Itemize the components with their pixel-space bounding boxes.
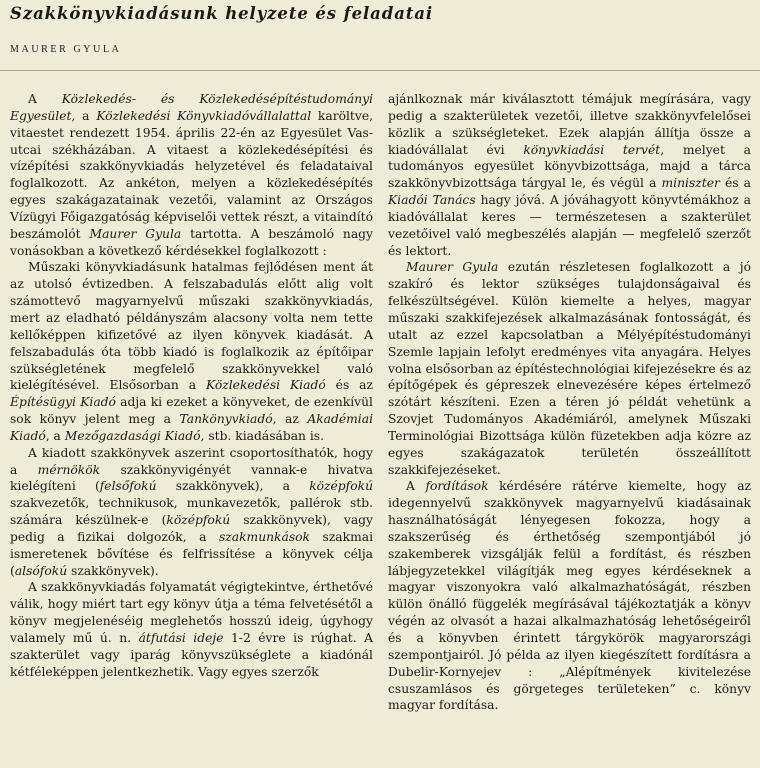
article-author: MAURER GYULA <box>10 44 122 55</box>
paragraph: Műszaki könyvkiadásunk hatalmas fejlődésen ment át az utolsó évtizedben. A felszabadulás előtt alig volt számottevő magyarnyelvű műszaki szakkönyvkiadás, mert az eladható példányszám alacsony volta nem tette kellőképpen kifizetővé az ilyen könyvek kiadását. A felszabadulás óta több kiadó is foglalkozik az építőipar szükségletének megfelelő szakkönyvekkel való kielégítésével. Elsősorban a Közlekedési Kiadó és az Építésügyi Kiadó adja ki ezeket a könyveket, de ezenkívül sok könyv jelent meg a Tankönyvkiadó, az Akadémiai Kiadó, a Mezőgazdasági Kiadó, stb. kiadásában is. <box>10 260 373 443</box>
paragraph: A Közlekedés- és Közlekedésépítéstudományi Egyesület, a Közlekedési Könyvkiadóvállalattal karöltve, vitaestet rendezett 1954. április 22-én az Egyesület Vas-utcai székházában. A vitaest a közlekedésépítési és vízépítési szakkönyvkiadás helyzetével és feladataival foglalkozott. Az ankéton, melyen a közlekedésépítés egyes szakágazatainak vezetői, valamint az Országos Vízügyi Főigazgatóság képviselői vettek részt, a vitaindító beszámolót Maurer Gyula tartotta. A beszámoló nagy vonásokban a következő kérdésekkel foglalkozott : <box>10 92 374 258</box>
paragraph: ajánlkoznak már kiválasztott témájuk megírására, vagy pedig a szakterületek vezetői, illetve szakkönyvfelelősei közlik a szükségleteket. Ezek alapján állítja össze a kiadóvállalat évi könyvkiadási tervét, melyet a tudományos egyesület könyvbizottsága, majd a tárca szakkönyvbizottsága tárgyal le, és végül a miniszter és a Kiadói Tanács hagy jóvá. A jóváhagyott könyvtémákhoz a kiadóvállalat keres — természetesen a szakterület vezetőivel való megbeszélés alapján — megfelelő szerzőt és lektort. <box>388 92 751 258</box>
paragraph: A fordítások kérdésére rátérve kiemelte, hogy az idegennyelvű szakkönyvek magyarnyelvű kiadásainak használhatóságát lényegesen fokozza, hogy a szakszerűség és érthetőség szempontjából jó szakemberek vizsgálják felül a fordítást, és részben lábjegyzetekkel világítják meg egyes kérdéseknek a magyar viszonyokra való alkalmazhatóságát, részben külön önálló függelék megírásával tájékoztatják a könyv végén az olvasót a hazai alkalmazhatóság lehetőségeiről és a könyvben érintett tárgykörök magyarországi szempontjairól. Jó példa az ilyen kiegészített fordításra a Dubelir-Kornyejev : „Alépítmények kivitelezése csuszamlásos és görgeteges területeken” c. könyv magyar fordítása. <box>388 479 751 713</box>
article-title: Szakkönyvkiadásunk helyzete és feladatai <box>10 4 434 23</box>
paragraph: A szakkönyvkiadás folyamatát végigtekintve, érthetővé válik, hogy miért tart egy könyv útja a téma felvetésétől a könyv megjelenéséig meglehetős hosszú ideig, úgyhogy valamely mű ú. n. átfutási ideje 1-2 évre is rúghat. A szakterület vagy iparág könyvszükséglete a kiadónál kétféleképpen jelentkezhetik. Vagy egyes szerzők <box>10 580 374 679</box>
header-divider <box>0 70 760 71</box>
right-column <box>388 91 751 714</box>
paragraph: Maurer Gyula ezután részletesen foglalkozott a jó szakíró és lektor szükséges tulajdonságaival és felkészültségével. Külön kiemelte a helyes, magyar műszaki szakkifejezések alkalmazásának fontosságát, és utalt az ezzel kapcsolatban a Mélyépítéstudományi Szemle lapjain lefolyt eredményes vita anyagára. Helyes volna elsősorban az építéstechnológiai kifejezésekre és az építőgépek és gépreszek elnevezésére képes értelmező szótárt készíteni. Ezen a téren jó példát vehetünk a Szovjet Tudományos Akadémiáról, amelynek Műszaki Terminológiai Bizottsága külön füzetekben adja közre az egyes szakágazatok területén összeállított szakkifejezéseket. <box>388 260 751 477</box>
paragraph: A kiadott szakkönyvek aszerint csoportosíthatók, hogy a mérnökök szakkönyvigényét vannak-e hivatva kielégíteni (felsőfokú szakkönyvek), a középfokú szakvezetők, technikusok, munkavezetők, pallérok stb. számára készülnek-e (középfokú szakkönyvek), vagy pedig a fizikai dolgozók, a szakmunkások szakmai ismeretenek bővítése és felfrissítése a könyvek célja (alsófokú szakkönyvek). <box>10 445 374 578</box>
left-column <box>10 91 373 681</box>
